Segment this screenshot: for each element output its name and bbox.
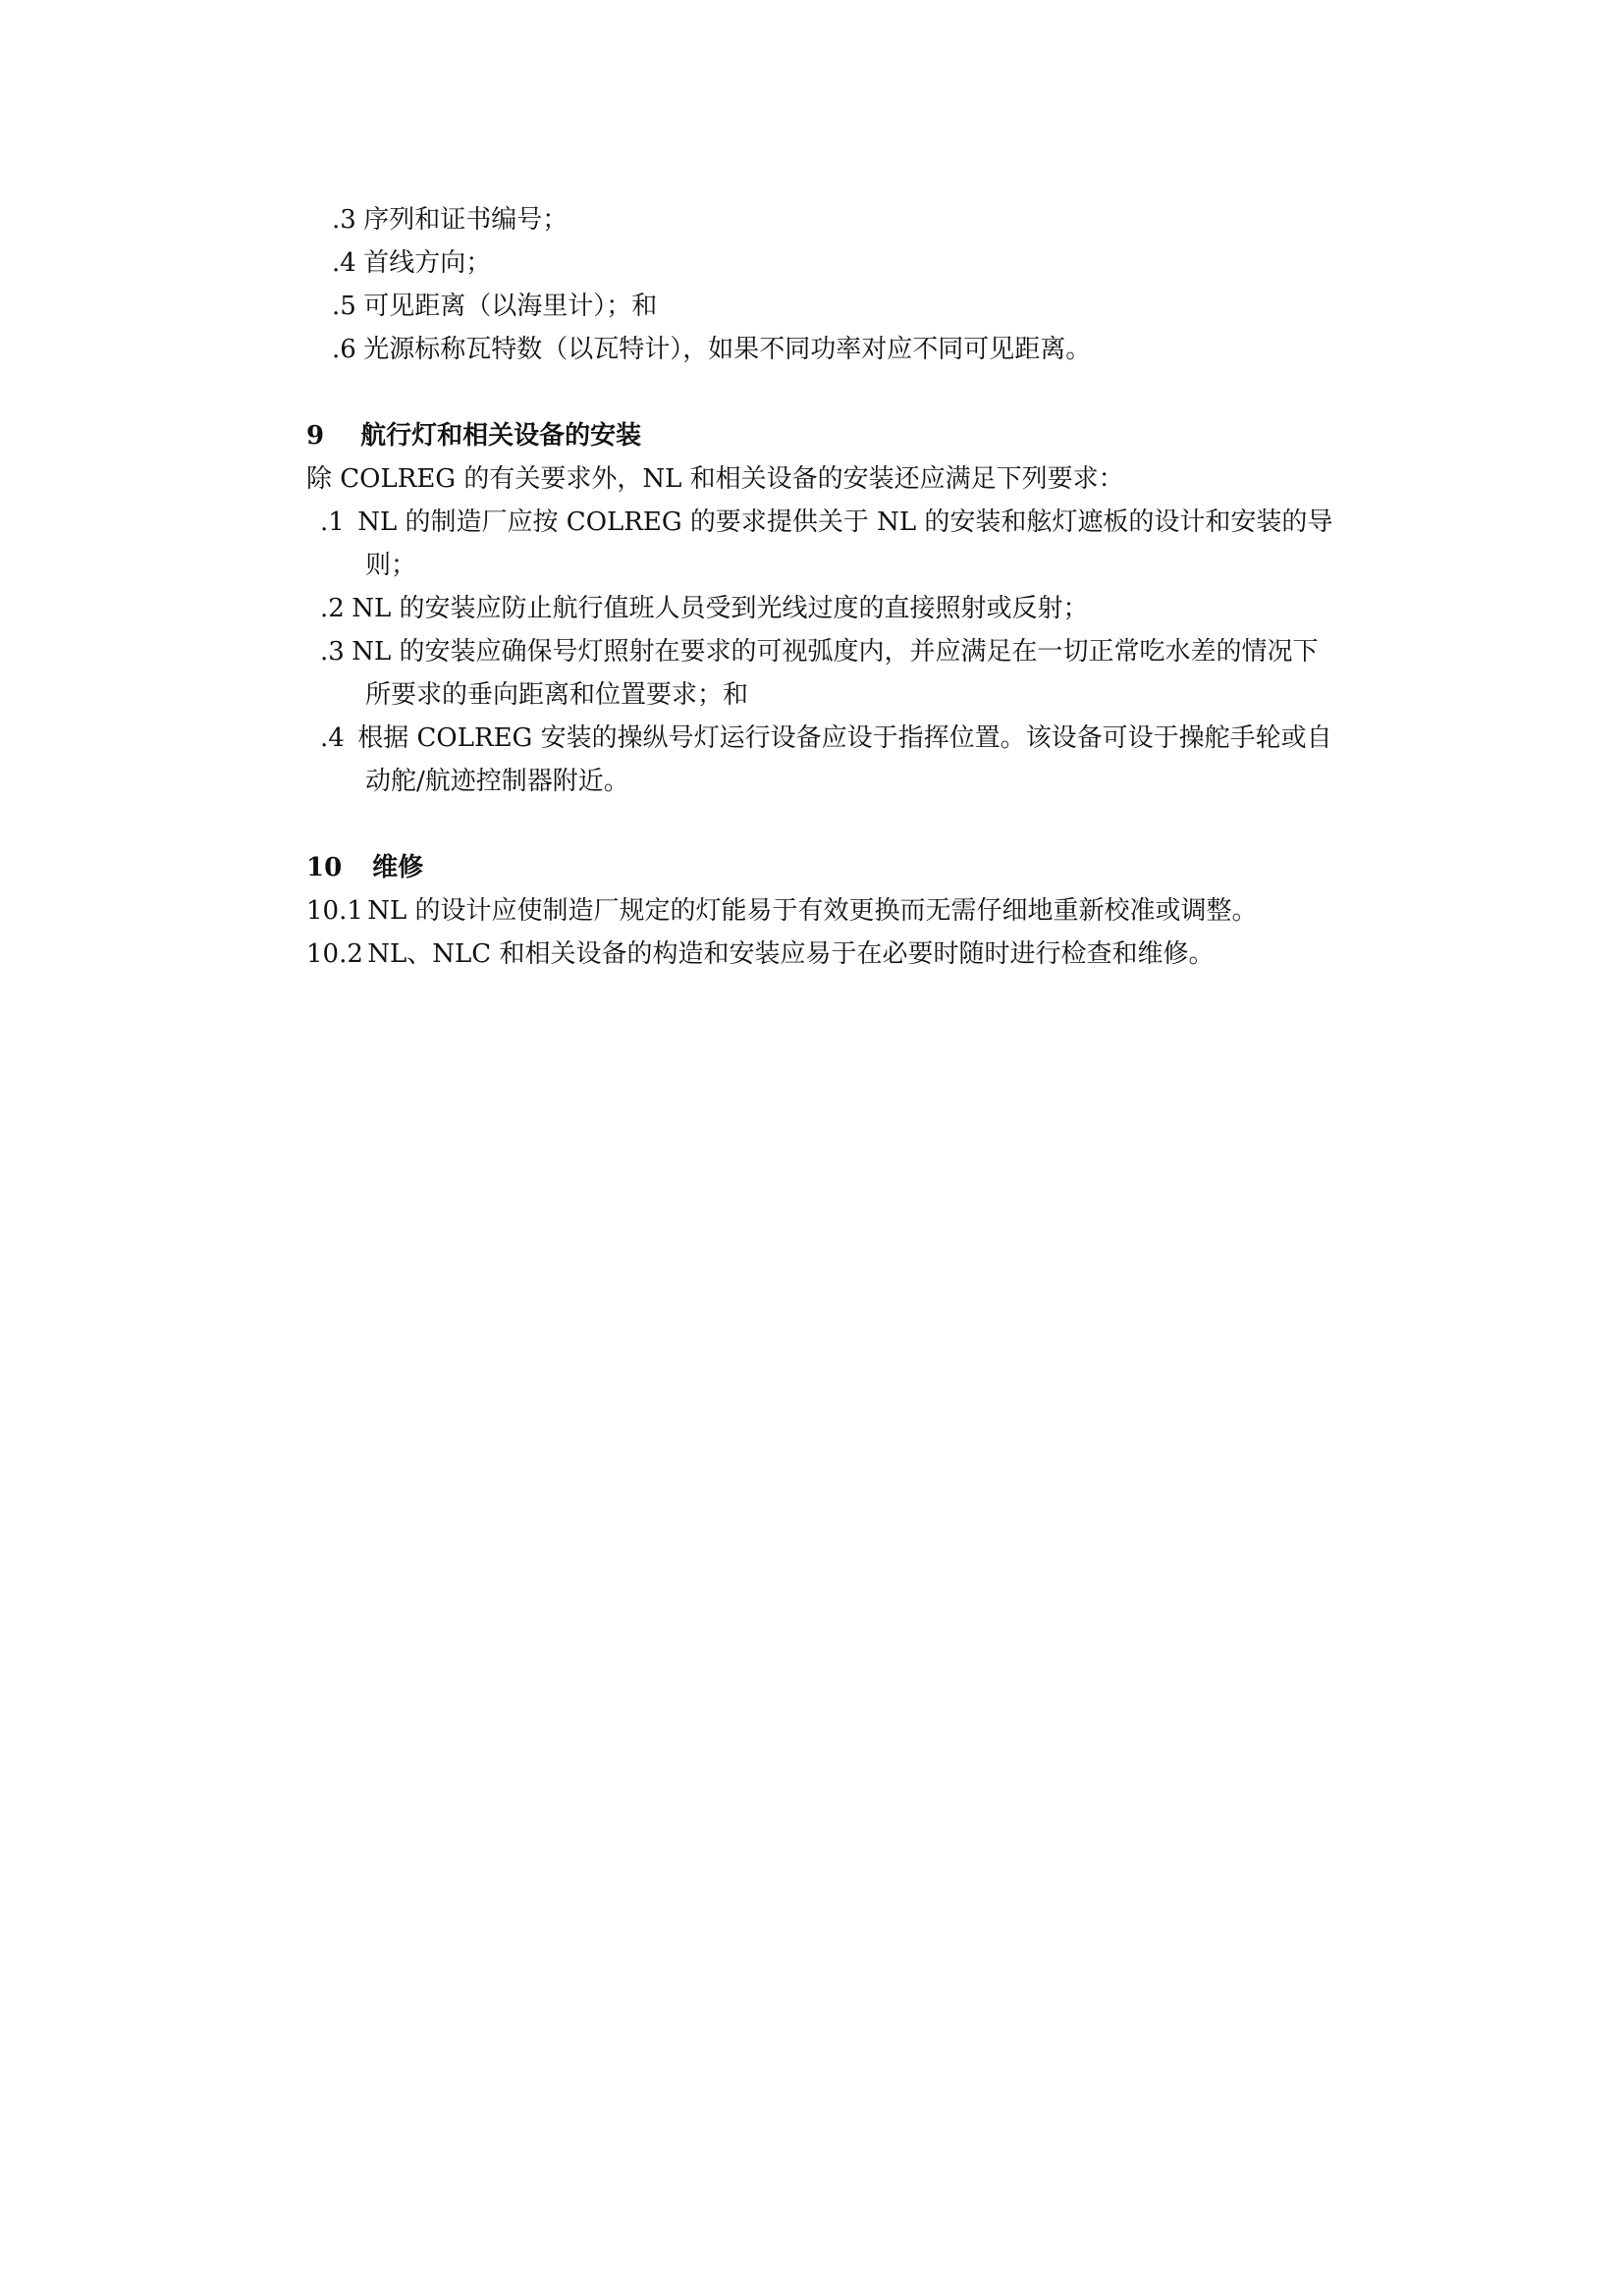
list-item-number: .2	[320, 594, 345, 623]
list-item-continuation: 动舵/航迹控制器附近。	[365, 767, 629, 796]
section-title: 维修	[372, 853, 424, 882]
list-item	[332, 332, 1091, 367]
list-item	[332, 245, 491, 281]
list-item-number: 10.1	[306, 896, 363, 926]
list-item-number: .4	[320, 723, 345, 753]
list-item-number: .3	[320, 637, 345, 667]
section-number: 10	[306, 853, 343, 882]
list-item-text: NL 的安装应确保号灯照射在要求的可视弧度内，并应满足在一切正常吃水差的情况下	[352, 637, 1319, 667]
section-heading	[306, 850, 423, 885]
list-item-text: 可见距离（以海里计）；和	[363, 292, 658, 321]
list-item-number: .5	[332, 292, 356, 321]
list-item	[320, 634, 1319, 669]
list-item-text: 首线方向；	[363, 248, 492, 278]
list-item-number: .6	[332, 335, 356, 364]
section-heading	[306, 418, 641, 454]
list-item	[320, 721, 1332, 756]
section-intro: 除 COLREG 的有关要求外，NL 和相关设备的安装还应满足下列要求：	[306, 464, 1124, 494]
list-item	[332, 289, 657, 324]
list-item-number: .3	[332, 205, 356, 235]
section-title: 航行灯和相关设备的安装	[360, 421, 642, 451]
list-item-number: .1	[320, 507, 345, 537]
list-item-number: 10.2	[306, 939, 363, 969]
list-item	[320, 591, 1089, 626]
list-item-continuation: 则；	[365, 551, 417, 580]
list-item-text: 根据 COLREG 安装的操纵号灯运行设备应设于指挥位置。该设备可设于操舵手轮或自	[357, 723, 1332, 753]
list-item-text: 序列和证书编号；	[363, 205, 568, 235]
section-number: 9	[306, 421, 325, 451]
list-item-text: NL、NLC 和相关设备的构造和安装应易于在必要时随时进行检查和维修。	[367, 939, 1215, 969]
list-item	[332, 202, 568, 238]
list-item	[306, 936, 1214, 972]
list-item	[320, 505, 1332, 540]
list-item-continuation: 所要求的垂向距离和位置要求；和	[365, 680, 749, 710]
list-item-text: NL 的设计应使制造厂规定的灯能易于有效更换而无需仔细地重新校准或调整。	[367, 896, 1258, 926]
list-item-text: NL 的制造厂应按 COLREG 的要求提供关于 NL 的安装和舷灯遮板的设计和安装的导	[357, 507, 1333, 537]
list-item-text: NL 的安装应防止航行值班人员受到光线过度的直接照射或反射；	[352, 594, 1089, 623]
list-item	[306, 893, 1258, 929]
list-item-text: 光源标称瓦特数（以瓦特计），如果不同功率对应不同可见距离。	[363, 335, 1092, 364]
list-item-number: .4	[332, 248, 356, 278]
